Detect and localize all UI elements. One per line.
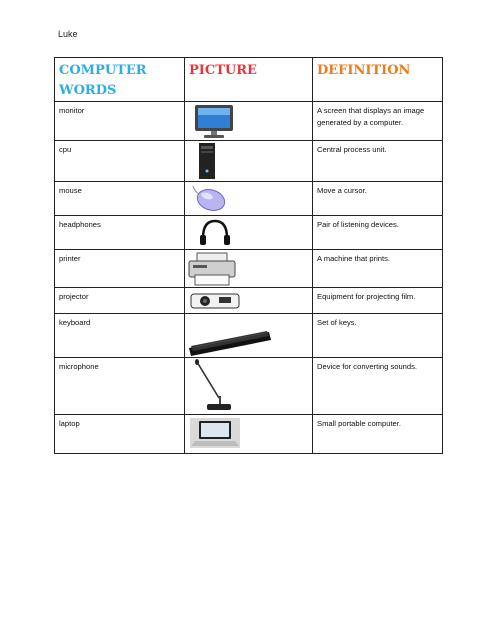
table-row <box>55 314 443 358</box>
table-row <box>55 216 443 250</box>
definition-heading: DEFINITION <box>317 63 411 78</box>
word-keyboard: keyboard <box>59 318 91 327</box>
laptop-icon <box>185 415 313 453</box>
header-picture <box>185 58 313 102</box>
definition-cell <box>313 182 443 216</box>
word-cell <box>55 250 185 288</box>
projector-icon <box>185 288 313 313</box>
definition-cell <box>313 358 443 415</box>
word-cell <box>55 358 185 415</box>
word-cell <box>55 141 185 182</box>
table-row <box>55 288 443 314</box>
header-definition <box>313 58 443 102</box>
definition-printer: A machine that prints. <box>317 254 391 263</box>
picture-heading: PICTURE <box>189 63 257 78</box>
word-headphones: headphones <box>59 220 101 229</box>
header-computer-words <box>55 58 185 102</box>
picture-cell <box>185 288 313 314</box>
picture-cell <box>185 102 313 141</box>
word-cell <box>55 288 185 314</box>
definition-headphones: Pair of listening devices. <box>317 220 399 229</box>
definition-cell <box>313 288 443 314</box>
word-laptop: laptop <box>59 419 80 428</box>
definition-cell <box>313 102 443 141</box>
picture-cell <box>185 358 313 415</box>
definition-cell <box>313 141 443 182</box>
word-cell <box>55 182 185 216</box>
author-name: Luke <box>58 29 78 39</box>
word-cell <box>55 216 185 250</box>
word-cpu: cpu <box>59 145 72 154</box>
definition-mouse: Move a cursor. <box>317 186 367 195</box>
definition-cell <box>313 314 443 358</box>
word-mouse: mouse <box>59 186 82 195</box>
word-cell <box>55 415 185 454</box>
table-row <box>55 415 443 454</box>
cpu-tower-icon <box>185 141 313 181</box>
microphone-icon <box>185 358 313 414</box>
word-monitor: monitor <box>59 106 85 115</box>
word-cell <box>55 314 185 358</box>
headphones-icon <box>185 216 313 249</box>
table-row <box>55 141 443 182</box>
definition-cpu: Central process unit. <box>317 145 387 154</box>
monitor-icon <box>185 102 313 140</box>
word-cell <box>55 102 185 141</box>
word-microphone: microphone <box>59 362 99 371</box>
table-row <box>55 250 443 288</box>
table-row <box>55 182 443 216</box>
picture-cell <box>185 314 313 358</box>
definition-cell <box>313 216 443 250</box>
definition-keyboard: Set of keys. <box>317 318 357 327</box>
printer-icon <box>185 250 313 287</box>
definition-cell <box>313 250 443 288</box>
picture-cell <box>185 216 313 250</box>
picture-cell <box>185 141 313 182</box>
picture-cell <box>185 415 313 454</box>
vocabulary-table <box>54 57 443 454</box>
definition-microphone: Device for converting sounds. <box>317 362 418 371</box>
computer-words-heading: COMPUTER WORDS <box>59 63 147 98</box>
mouse-icon <box>185 182 313 215</box>
picture-cell <box>185 250 313 288</box>
definition-laptop: Small portable computer. <box>317 419 401 428</box>
definition-projector: Equipment for projecting film. <box>317 292 416 301</box>
keyboard-icon <box>185 314 313 357</box>
word-printer: printer <box>59 254 81 263</box>
table-row <box>55 358 443 415</box>
definition-cell <box>313 415 443 454</box>
word-projector: projector <box>59 292 89 301</box>
table-row <box>55 102 443 141</box>
picture-cell <box>185 182 313 216</box>
definition-monitor: A screen that displays an image generated by a computer. <box>317 106 425 127</box>
header-row <box>55 58 443 102</box>
